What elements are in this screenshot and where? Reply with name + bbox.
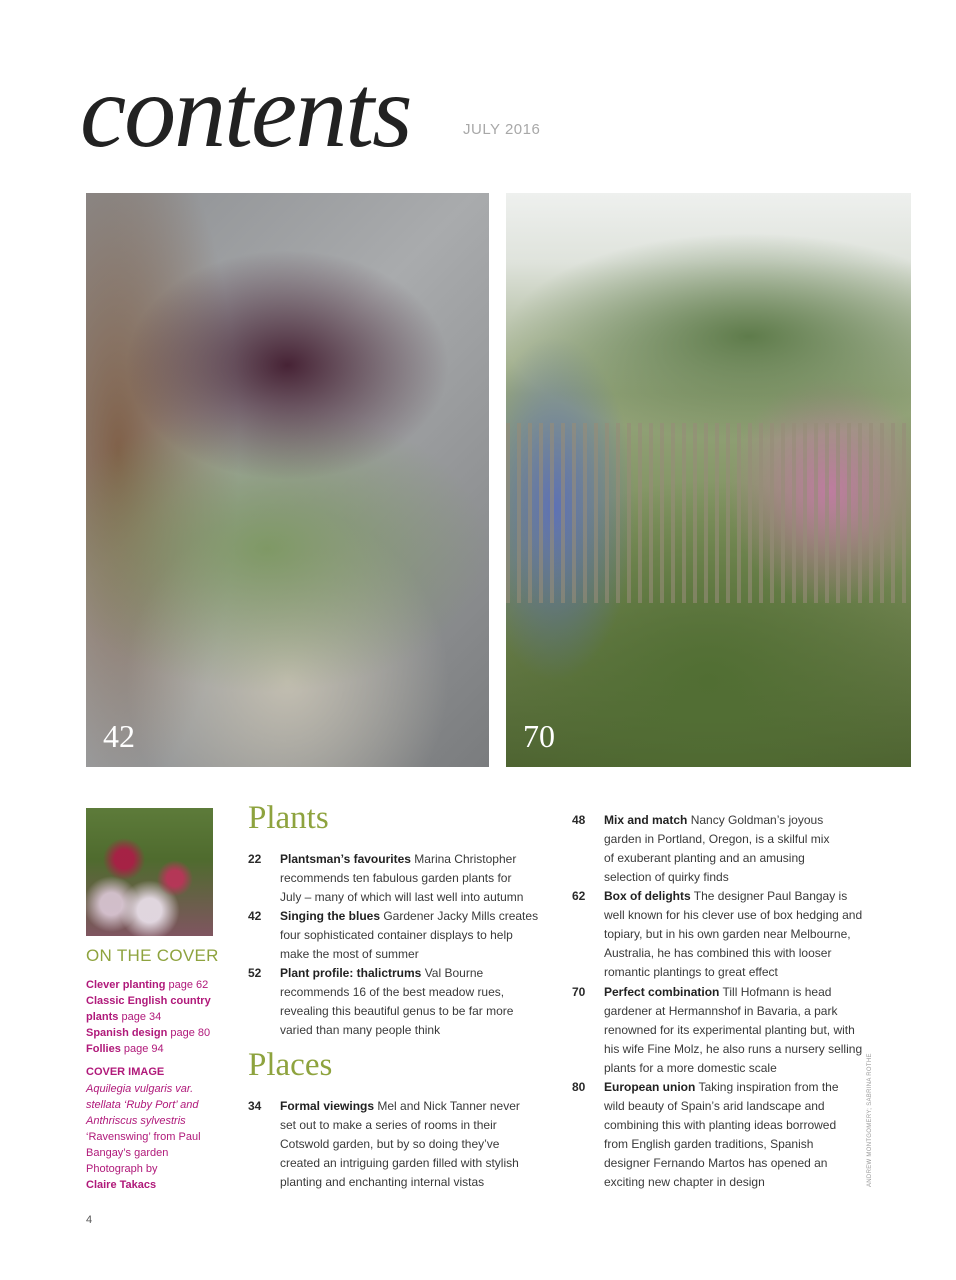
cover-item[interactable]: Follies page 94 <box>86 1043 164 1055</box>
cover-item[interactable]: Clever planting page 62 <box>86 979 209 991</box>
issue-date: JULY 2016 <box>463 121 541 138</box>
cover-list <box>86 977 216 1057</box>
cover-thumbnail[interactable] <box>86 808 213 936</box>
photo-page-ref: 70 <box>523 718 555 754</box>
on-the-cover-heading: ON THE COVER <box>86 946 219 965</box>
feature-photo-garden-fence[interactable] <box>506 193 911 767</box>
photo-page-ref: 42 <box>103 718 135 754</box>
cover-image-caption: Aquilegia vulgaris var. stellata ‘Ruby Port’ and Anthriscus sylvestris ‘Ravenswing’ from Paul Bangay’s garden Photograph by Claire Takacs <box>86 1081 216 1193</box>
photographer-name: Claire Takacs <box>86 1179 157 1191</box>
cover-image-heading: COVER IMAGE <box>86 1066 165 1078</box>
feature-photo-succulent-urn[interactable] <box>86 193 489 767</box>
cover-item[interactable]: Classic English country plants page 34 <box>86 995 211 1023</box>
section-heading-places: Places <box>248 1047 333 1083</box>
photo-credit: ANDREW MONTGOMERY; SABRINA ROTHE <box>867 1053 873 1187</box>
fence-texture <box>506 423 911 603</box>
page-number: 4 <box>86 1214 93 1226</box>
cover-item[interactable]: Spanish design page 80 <box>86 1027 211 1039</box>
page-title: contents <box>80 54 411 169</box>
section-heading-plants: Plants <box>248 800 329 836</box>
